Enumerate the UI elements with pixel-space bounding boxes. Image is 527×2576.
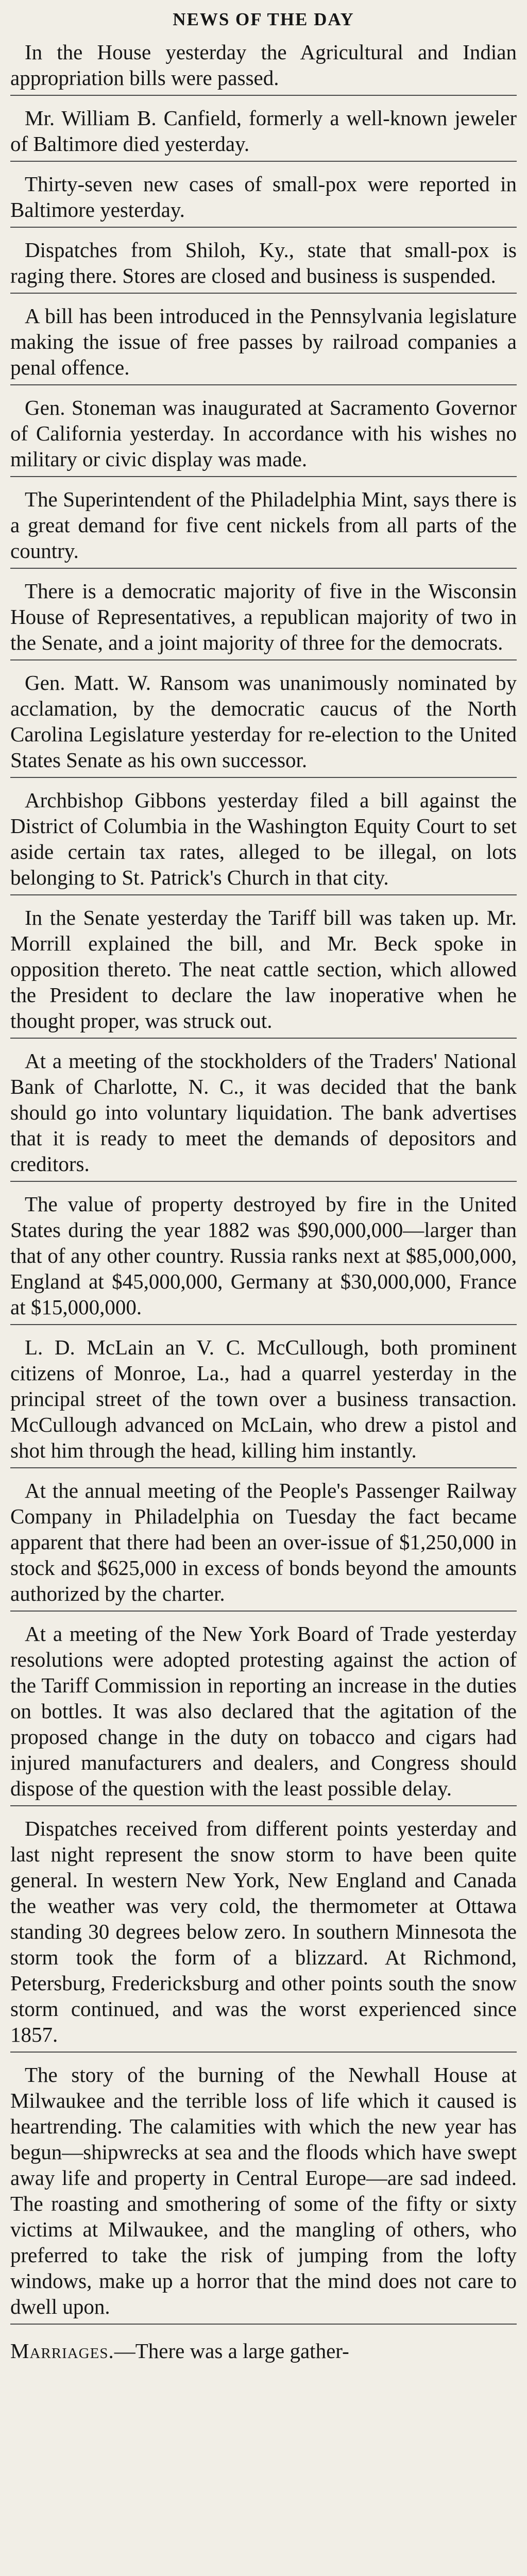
news-article — [10, 105, 517, 171]
footer-text: —There was a large gather- — [114, 2339, 349, 2363]
separator-rule — [10, 476, 517, 477]
news-paragraph: A bill has been introduced in the Pennsylvania legislature making the issue of free passes by railroad companies a penal offence. — [10, 304, 517, 379]
news-paragraph: The value of property destroyed by fire in the United States during the year 1882 was $90,000,000—larger than that of any other country. Russia ranks next at $85,000,000, England at $45,000,000, Germany at $30,000,000, France at $15,000,000. — [10, 1192, 517, 1319]
news-article — [10, 39, 517, 105]
separator-rule — [10, 384, 517, 385]
news-paragraph: The story of the burning of the Newhall House at Milwaukee and the terrible loss of life which it caused is heartrending. The calamities with which the new year has begun—shipwrecks at sea and the floods which have swept away life and property in Central Europe—are sad indeed. The roasting and smothering of some of the fifty or sixty victims at Milwaukee, and the mangling of others, who preferred to take the risk of jumping from the lofty windows, make up a horror that the mind does not care to dwell upon. — [10, 2063, 517, 2318]
separator-rule — [10, 1467, 517, 1468]
separator-rule — [10, 293, 517, 294]
news-article — [10, 578, 517, 670]
news-paragraph: Thirty-seven new cases of small-pox were reported in Baltimore yesterday. — [10, 172, 517, 222]
news-article — [10, 395, 517, 486]
news-paragraph: There is a democratic majority of five in the Wisconsin House of Representatives, a republican majority of two in the Senate, and a joint majority of three for the democrats. — [10, 579, 517, 654]
separator-rule — [10, 2324, 517, 2325]
separator-rule — [10, 95, 517, 96]
news-paragraph: In the House yesterday the Agricultural and Indian appropriation bills were passed. — [10, 40, 517, 90]
news-article — [10, 1191, 517, 1334]
news-paragraph: Dispatches received from different points yesterday and last night represent the snow storm to have been quite general. In western New York, New England and Canada the weather was very cold, the thermometer at Ottawa standing 30 degrees below zero. In southern Minnesota the storm took the form of a blizzard. At Richmond, Petersburg, Fredericksburg and other points south the snow storm continued, and was the worst experienced since 1857. — [10, 1817, 517, 2046]
news-paragraph: The Superintendent of the Philadelphia Mint, says there is a great demand for five cent nickels from all parts of the country. — [10, 487, 517, 563]
separator-rule — [10, 777, 517, 778]
footer-snippet — [10, 2338, 517, 2364]
news-article — [10, 486, 517, 578]
news-article — [10, 2062, 517, 2334]
news-paragraph: L. D. McLain an V. C. McCullough, both prominent citizens of Monroe, La., had a quarrel yesterday in the principal street of the town over a business transaction. McCullough advanced on McLain, who drew a pistol and shot him through the head, killing him instantly. — [10, 1335, 517, 1462]
separator-rule — [10, 568, 517, 569]
news-article — [10, 1048, 517, 1191]
separator-rule — [10, 1038, 517, 1039]
news-paragraph: In the Senate yesterday the Tariff bill was taken up. Mr. Morrill explained the bill, and Mr. Beck spoke in opposition thereto. The neat cattle section, which allowed the President to declare the law inoperative when he thought proper, was struck out. — [10, 906, 517, 1032]
separator-rule — [10, 161, 517, 162]
separator-rule — [10, 659, 517, 660]
news-paragraph: Archbishop Gibbons yesterday filed a bill against the District of Columbia in the Washington Equity Court to set aside certain tax rates, alleged to be illegal, on lots belonging to St. Patrick's Church in that city. — [10, 788, 517, 889]
news-paragraph: At the annual meeting of the People's Passenger Railway Company in Philadelphia on Tuesday the fact became apparent that there had been an over-issue of $1,250,000 in stock and $625,000 in excess of bonds beyond the amounts authorized by the charter. — [10, 1479, 517, 1605]
news-article — [10, 787, 517, 905]
articles-list — [10, 39, 517, 2334]
news-article — [10, 303, 517, 395]
news-article — [10, 1816, 517, 2062]
section-heading: NEWS OF THE DAY — [173, 9, 354, 29]
news-article — [10, 670, 517, 787]
separator-rule — [10, 1611, 517, 1612]
news-article — [10, 1621, 517, 1816]
news-paragraph: Gen. Stoneman was inaugurated at Sacramento Governor of California yesterday. In accordance with his wishes no military or civic display was made. — [10, 396, 517, 471]
news-paragraph: At a meeting of the stockholders of the Traders' National Bank of Charlotte, N. C., it was decided that the bank should go into voluntary liquidation. The bank advertises that it is ready to meet the demands of depositors and creditors. — [10, 1049, 517, 1176]
separator-rule — [10, 2052, 517, 2053]
news-paragraph: Mr. William B. Canfield, formerly a well-known jeweler of Baltimore died yesterday. — [10, 106, 517, 156]
separator-rule — [10, 894, 517, 895]
separator-rule — [10, 1181, 517, 1182]
news-article — [10, 237, 517, 303]
news-article — [10, 1478, 517, 1621]
separator-rule — [10, 1324, 517, 1325]
news-article — [10, 171, 517, 237]
news-article — [10, 1334, 517, 1478]
separator-rule — [10, 227, 517, 228]
separator-rule — [10, 1805, 517, 1806]
news-article — [10, 905, 517, 1048]
news-paragraph: Dispatches from Shiloh, Ky., state that small-pox is raging there. Stores are closed and business is suspended. — [10, 238, 517, 287]
footer-lead: Marriages. — [10, 2339, 114, 2363]
news-paragraph: At a meeting of the New York Board of Trade yesterday resolutions were adopted protesting against the action of the Tariff Commission in reporting an increase in the duties on bottles. It was also declared that the agitation of the proposed change in the duty on tobacco and cigars had injured manufacturers and dealers, and Congress should dispose of the question with the least possible delay. — [10, 1622, 517, 1800]
news-paragraph: Gen. Matt. W. Ransom was unanimously nominated by acclamation, by the democratic caucus of the North Carolina Legislature yesterday for re-election to the United States Senate as his own successor. — [10, 671, 517, 772]
